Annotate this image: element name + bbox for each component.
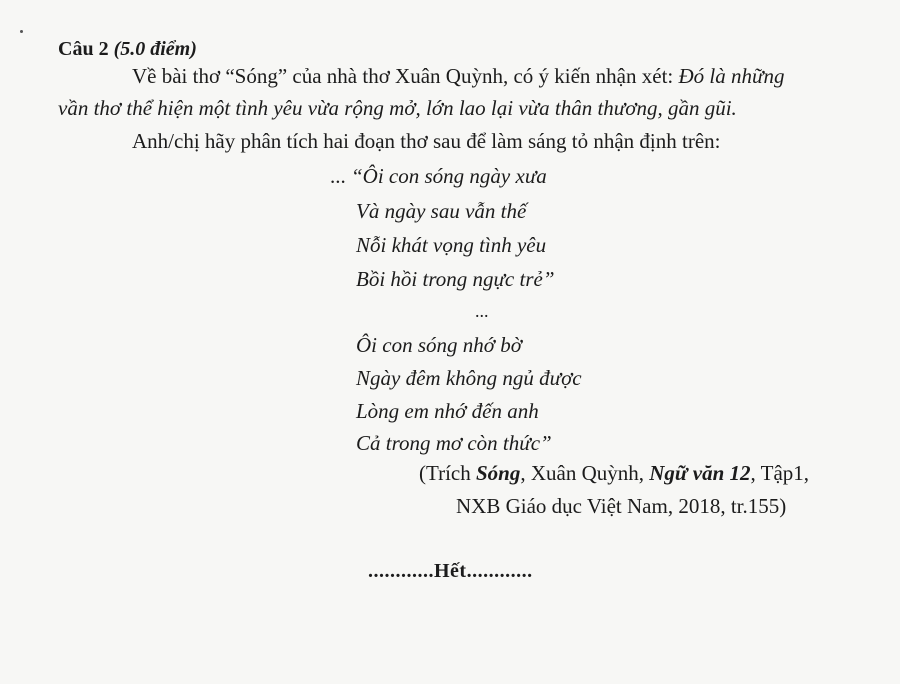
poem-text: “Ôi con sóng ngày xưa (351, 164, 547, 188)
citation-work: Sóng (475, 461, 521, 485)
poem-line: Cả trong mơ còn thức” (356, 431, 552, 455)
citation-book: Ngữ văn 12 (649, 461, 751, 485)
question-points: (5.0 điểm) (113, 38, 197, 60)
citation-author: , Xuân Quỳnh, (520, 461, 650, 485)
intro-text: Về bài thơ “Sóng” của nhà thơ Xuân Quỳnh, có ý kiến nhận xét: (132, 64, 679, 88)
poem-line: Ngày đêm không ngủ được (356, 366, 582, 390)
intro-line-1 (132, 63, 784, 89)
poem-line: Ôi con sóng nhớ bờ (356, 333, 522, 357)
intro-quote-start: Đó là những (678, 64, 785, 88)
end-mark: ............Hết............ (368, 560, 533, 582)
task-instruction: Anh/chị hãy phân tích hai đoạn thơ sau để làm sáng tỏ nhận định trên: (132, 129, 721, 153)
question-heading (58, 36, 197, 62)
intro-quote-line-2: vần thơ thể hiện một tình yêu vừa rộng mở, lớn lao lại vừa thân thương, gần gũi. (58, 96, 737, 120)
citation-line-1 (419, 460, 809, 486)
poem-gap-ellipsis: ... (475, 301, 489, 321)
citation-volume: , Tập1, (750, 461, 810, 485)
scan-speck (20, 30, 23, 33)
poem-lead-ellipsis: ... (330, 164, 351, 188)
citation-open: (Trích (419, 461, 476, 485)
poem-line: Bồi hồi trong ngực trẻ” (356, 267, 555, 291)
poem-line: Và ngày sau vẫn thế (356, 199, 527, 223)
poem-line: Nỗi khát vọng tình yêu (356, 233, 547, 257)
citation-line-2: NXB Giáo dục Việt Nam, 2018, tr.155) (456, 494, 787, 518)
poem-line: Lòng em nhớ đến anh (356, 399, 539, 423)
poem-line (330, 163, 547, 189)
question-label: Câu 2 (58, 38, 109, 60)
